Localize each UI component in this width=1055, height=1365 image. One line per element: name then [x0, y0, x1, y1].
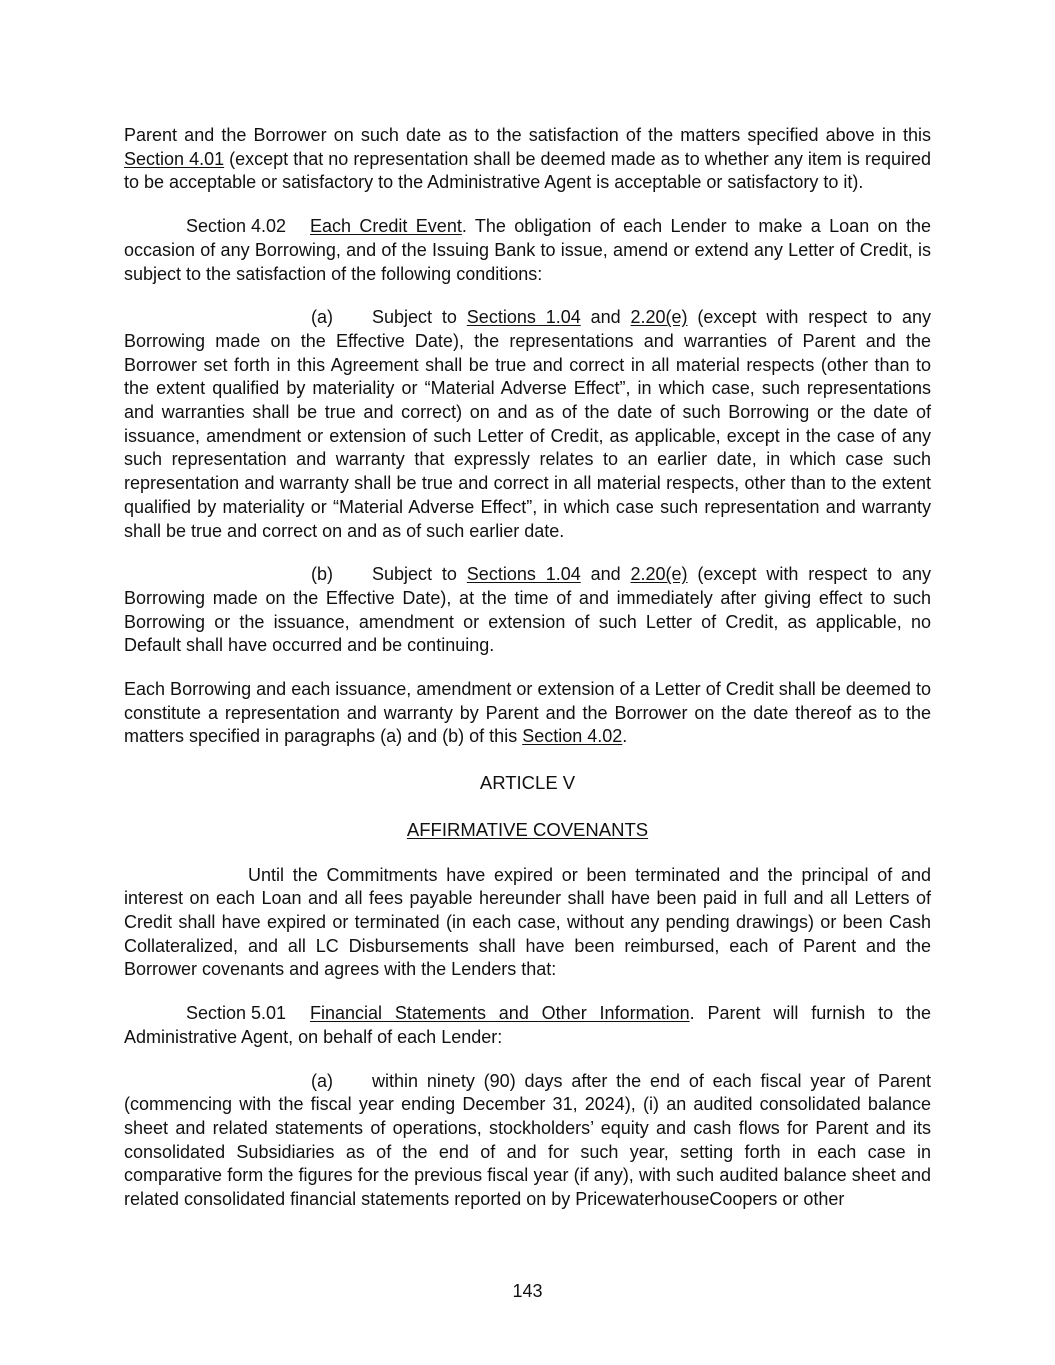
paragraph-each-borrowing: Each Borrowing and each issuance, amendment or extension of a Letter of Credit shall be deemed to constitute a representation and warranty by Parent and the Borrower on the date thereof as to the matters specified in paragraphs (a) and (b) of this Section 4.02. [124, 679, 931, 747]
paragraph-continuation: Parent and the Borrower on such date as to the satisfaction of the matters specified above in this Section 4.01 (except that no representation shall be deemed made as to whether any item is required to be acceptable or satisfactory to the Administrative Agent is acceptable or satisfactory to it). [124, 125, 931, 193]
section-title: Financial Statements and Other Information [310, 1003, 690, 1024]
section-reference: 2.20(e) [630, 307, 688, 328]
article-heading: AFFIRMATIVE COVENANTS [406, 818, 649, 840]
section-number: Section 4.02 [186, 216, 287, 237]
section-title: Each Credit Event [310, 216, 462, 237]
article-title: ARTICLE V [479, 772, 576, 794]
section-number: Section 5.01 [186, 1003, 287, 1024]
clause-label: (a) [311, 1070, 333, 1091]
clause-4-02-a: (a) Subject to Sections 1.04 and 2.20(e) (except with respect to any Borrowing made on the Effective Date), the representations and warranties of Parent and the Borrower set forth in this Agreement shall be true and correct in all material respects (other than to the extent qualified by materiality or “Material Adverse Effect”, in which case, such representations and warranties shall be true and correct) on and as of the date of such Borrowing or the date of issuance, amendment or extension of such Letter of Credit, as applicable, except in the case of any such representation and warranty that expressly relates to an earlier date, in which case such representation and warranty shall be true and correct in all material respects, other than to the extent qualified by materiality or “Material Adverse Effect”, in which case such representation and warranty shall be true and correct on and as of such earlier date. [124, 307, 931, 541]
clause-label: (b) [311, 564, 333, 585]
section-reference: Section 4.02 [522, 726, 623, 747]
clause-4-02-b: (b) Subject to Sections 1.04 and 2.20(e) (except with respect to any Borrowing made on the Effective Date), at the time of and immediately after giving effect to such Borrowing or the issuance, amendment or extension of such Letter of Credit, as applicable, no Default shall have occurred and be continuing. [124, 564, 931, 656]
document-body [124, 124, 931, 1232]
section-4-02: Section 4.02 Each Credit Event. The obligation of each Lender to make a Loan on the occasion of any Borrowing, and of the Issuing Bank to issue, amend or extend any Letter of Credit, is subject to the satisfaction of the following conditions: [124, 216, 932, 284]
article-intro: Until the Commitments have expired or been terminated and the principal of and interest on each Loan and all fees payable hereunder shall have been paid in full and all Letters of Credit shall have expired or terminated (in each case, without any pending drawings) or been Cash Collateralized, and all LC Disbursements shall have been reimbursed, each of Parent and the Borrower covenants and agrees with the Lenders that: [124, 864, 931, 980]
page-number: 143 [512, 1281, 543, 1301]
section-reference: 2.20(e) [630, 564, 688, 585]
section-reference: Sections 1.04 [466, 564, 581, 585]
section-reference: Sections 1.04 [466, 307, 581, 328]
section-5-01: Section 5.01 Financial Statements and Other Information. Parent will furnish to the Administrative Agent, on behalf of each Lender: [124, 1003, 931, 1047]
clause-5-01-a: (a) within ninety (90) days after the end of each fiscal year of Parent (commencing with the fiscal year ending December 31, 2024), (i) an audited consolidated balance sheet and related statements of operations, stockholders’ equity and cash flows for Parent and its consolidated Subsidiaries as of the end of and for such year, setting forth in each case in comparative form the figures for the previous fiscal year (if any), with such audited balance sheet and related consolidated financial statements reported on by PricewaterhouseCoopers or other [124, 1070, 931, 1210]
clause-label: (a) [311, 307, 333, 328]
section-reference: Section 4.01 [124, 148, 225, 169]
